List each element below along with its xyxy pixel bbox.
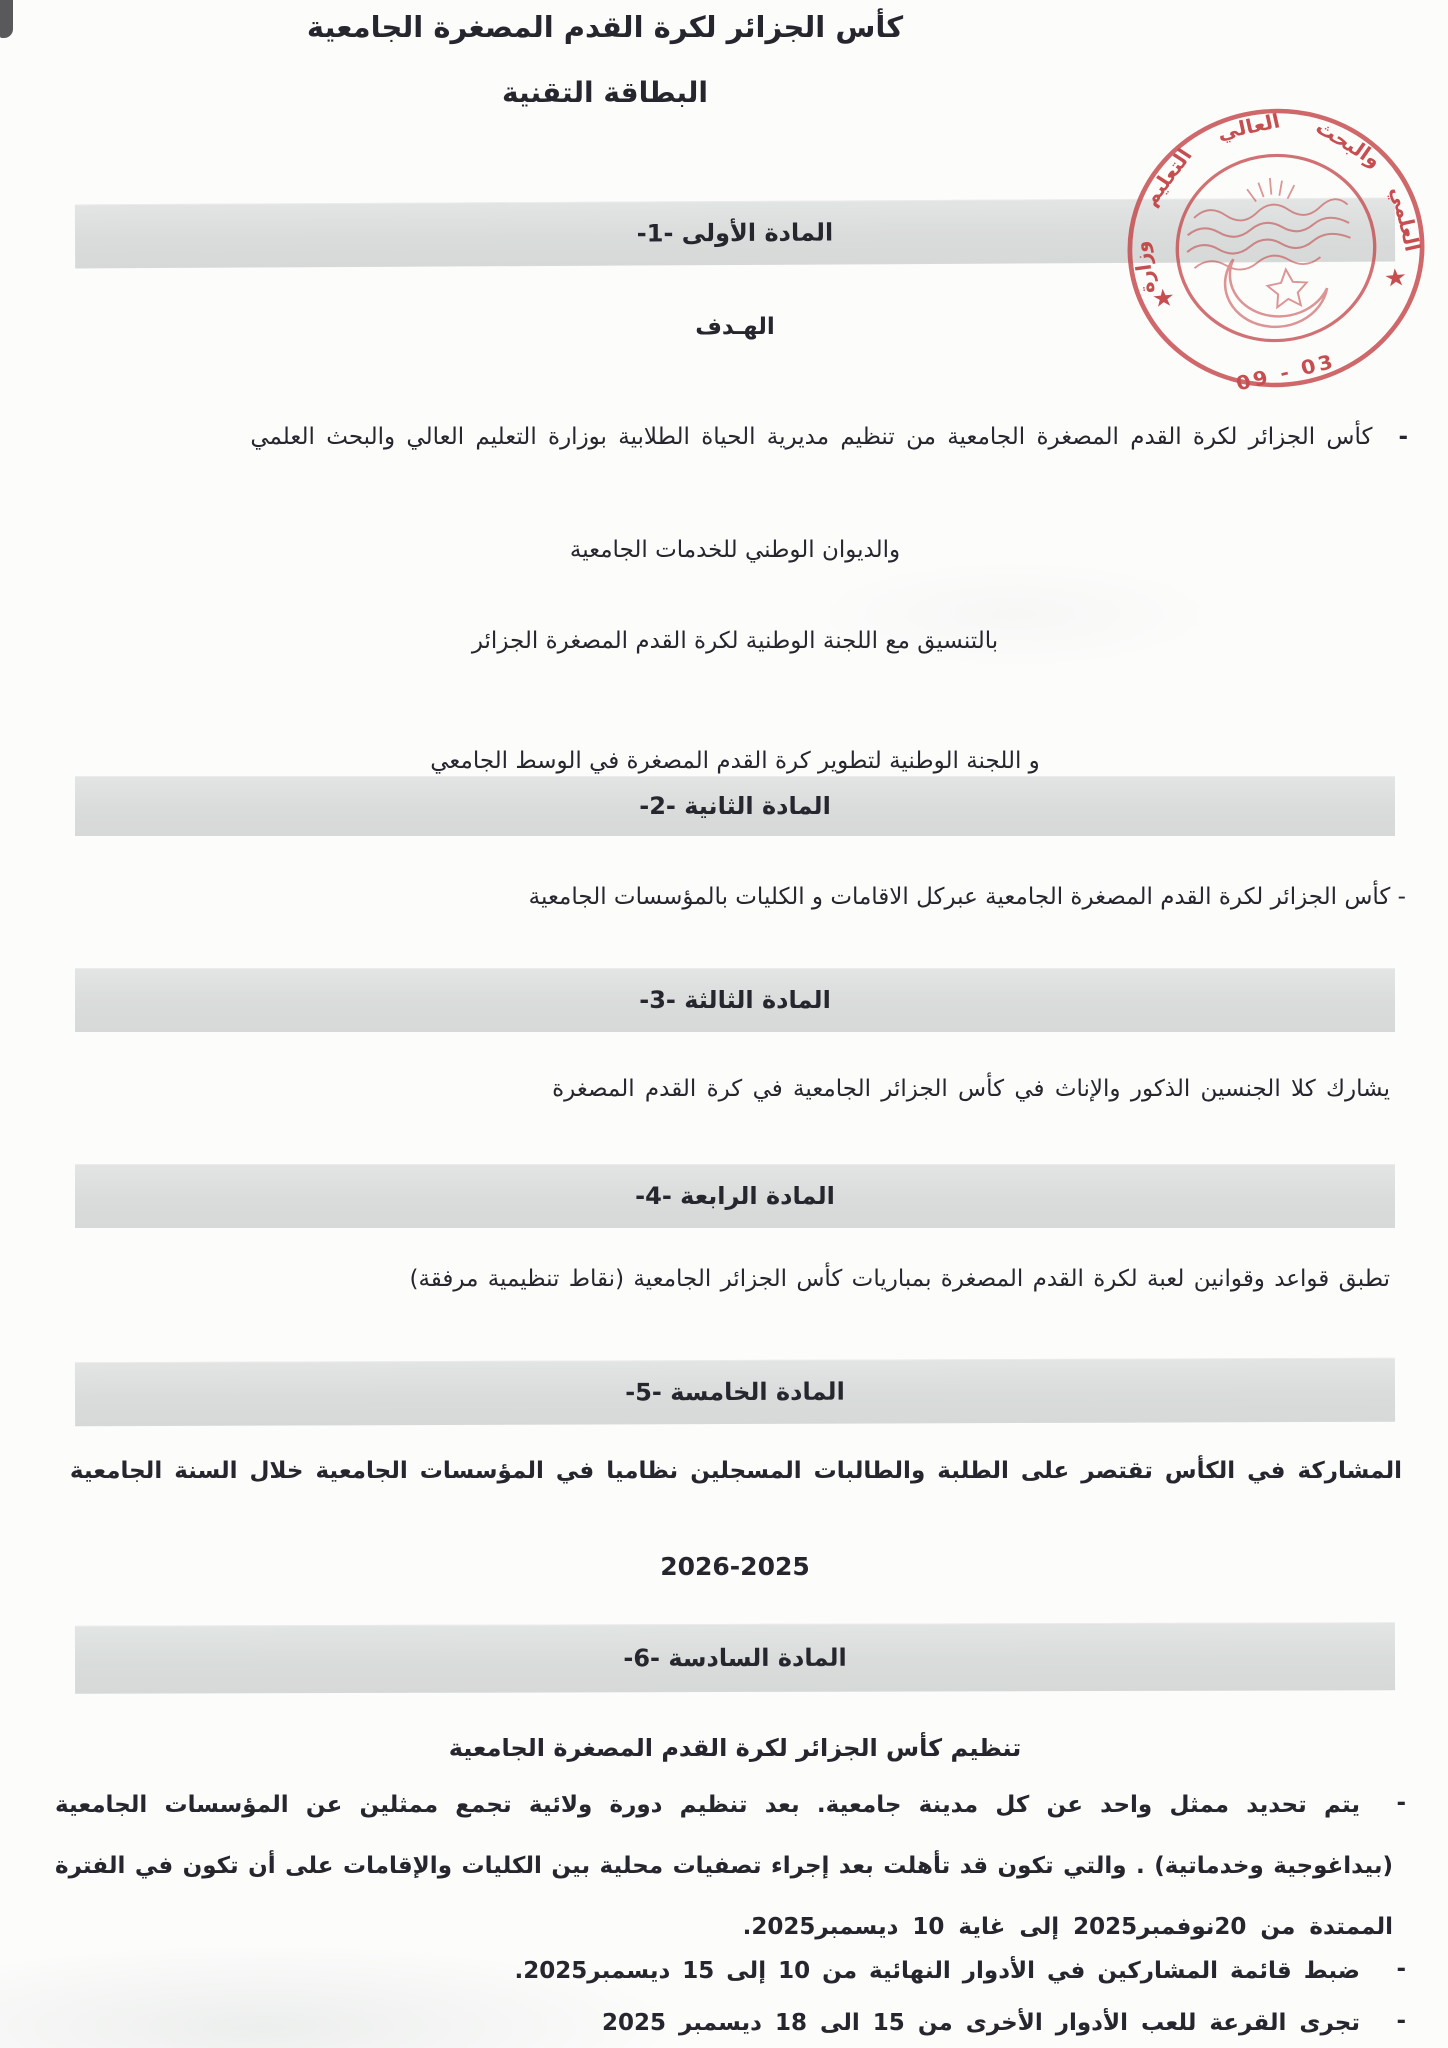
article-6-bullet-3: تجرى القرعة للعب الأدوار الأخرى من 15 الى 18 ديسمبر 2025 — [601, 2010, 1360, 2036]
article-2-header: المادة الثانية -2- — [639, 792, 831, 820]
article-1-line-3: بالتنسيق مع اللجنة الوطنية لكرة القدم المصغرة الجزائر — [471, 628, 999, 654]
article-3-body: يشارك كلا الجنسين الذكور والإناث في كأس الجزائر الجامعية في كرة القدم المصغرة — [552, 1076, 1390, 1102]
document-title: كأس الجزائر لكرة القدم المصغرة الجامعية — [306, 10, 904, 44]
stamp-outer-ring — [1118, 99, 1433, 397]
article-1-line-4: و اللجنة الوطنية لتطوير كرة القدم المصغرة في الوسط الجامعي — [430, 748, 1040, 774]
article-4-body: تطبق قواعد وقوانين لعبة لكرة القدم المصغرة بمباريات كأس الجزائر الجامعية (نقاط تنظيمية مرفقة) — [409, 1266, 1390, 1292]
article-2-header-bar — [75, 776, 1395, 836]
article-6-bullet-1-line-3: الممتدة من 20نوفمبر2025 إلى غاية 10 ديسمبر2025. — [742, 1914, 1393, 1940]
article-2-body: - كأس الجزائر لكرة القدم المصغرة الجامعية عبركل الاقامات و الكليات بالمؤسسات الجامعية — [528, 884, 1406, 910]
document-subtitle: البطاقة التقنية — [502, 76, 708, 109]
stamp-emblem-icon — [1181, 171, 1357, 334]
article-1-line-2: والديوان الوطني للخدمات الجامعية — [569, 537, 901, 563]
stamp-star-left-icon: ★ — [1150, 282, 1177, 313]
stamp-word: العالي — [1215, 108, 1283, 145]
article-6-header: المادة السادسة -6- — [623, 1643, 847, 1673]
article-1-bullet-row — [250, 424, 1408, 450]
article-6-header-bar — [75, 1622, 1395, 1693]
article-4-header-bar — [75, 1164, 1395, 1228]
stamp-star-right-icon: ★ — [1382, 262, 1409, 293]
article-1-header: المادة الأولى -1- — [636, 218, 834, 248]
article-3-header-bar — [75, 968, 1395, 1032]
stamp-word: التعليم — [1137, 144, 1197, 210]
article-5-body: المشاركة في الكأس تقتصر على الطلبة والطالبات المسجلين نظاميا في المؤسسات الجامعية خلال السنة الجامعية — [69, 1458, 1402, 1484]
article-1-bullet-text: كأس الجزائر لكرة القدم المصغرة الجامعية من تنظيم مديرية الحياة الطلابية بوزارة التعليم العالي والبحث العلمي — [250, 424, 1373, 450]
academic-year: 2026-2025 — [660, 1552, 810, 1581]
stamp-inner-ring — [1170, 147, 1383, 349]
bullet-dash: - — [1398, 424, 1408, 450]
ministry-stamp-seal — [1106, 87, 1447, 409]
article-6-subtitle: تنظيم كأس الجزائر لكرة القدم المصغرة الجامعية — [448, 1734, 1022, 1762]
bullet-dash: - — [1396, 1956, 1406, 1982]
stamp-code: 03 - 09 — [1233, 349, 1338, 396]
stamp-word: العلمي — [1385, 184, 1426, 254]
article-5-header-bar — [75, 1358, 1395, 1427]
stamp-word: والبحث — [1311, 115, 1386, 172]
article-6-bullet-1-line-1: يتم تحديد ممثل واحد عن كل مدينة جامعية. بعد تنظيم دورة ولائية تجمع ممثلين عن المؤسسات الجامعية — [55, 1792, 1360, 1818]
article-6-bullet-2: ضبط قائمة المشاركين في الأدوار النهائية من 10 إلى 15 ديسمبر2025. — [514, 1958, 1360, 1984]
stamp-ring-text — [1117, 97, 1427, 295]
bullet-dash: - — [1396, 1790, 1406, 1816]
article-4-header: المادة الرابعة -4- — [635, 1182, 835, 1210]
bullet-dash: - — [1396, 2008, 1406, 2034]
article-5-header: المادة الخامسة -5- — [625, 1377, 845, 1407]
article-1-goal-heading: الهـدف — [695, 314, 775, 340]
article-3-header: المادة الثالثة -3- — [639, 986, 831, 1014]
article-6-bullet-1-line-2: (بيداغوجية وخدماتية) . والتي تكون قد تأهلت بعد إجراء تصفيات محلية بين الكليات والإقامات على أن تكون في الفترة — [55, 1853, 1393, 1879]
stamp-word: وزارة — [1127, 239, 1160, 296]
